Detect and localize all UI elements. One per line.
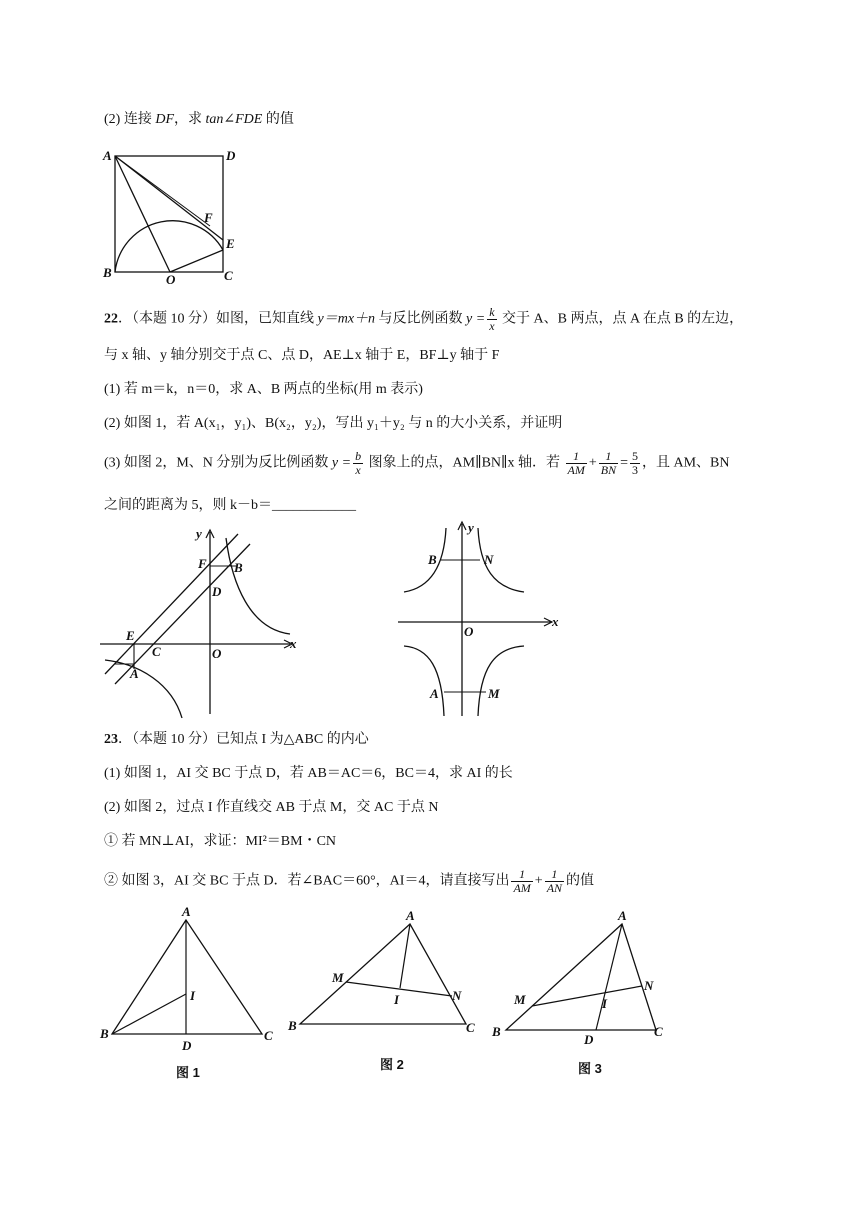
q23-sub1: ① 若 MN⊥AI，求证：MI²＝BM・CN [104,834,337,849]
fraction-1-over-AM: $\frac{1}{AM}$ [513,867,531,895]
q23-part1: (1) 如图 1，AI 交 BC 于点 D，若 AB＝AC＝6，BC＝4，求 AI 的长 [104,766,513,781]
q21-label-B: B [103,265,112,280]
fraction-b-over-x: $\frac{b}{x}$ [355,449,362,477]
q23f3-label-M: M [514,992,526,1007]
q21-figure [100,146,260,286]
q23-caption-2: 图 2 [380,1057,404,1072]
q22f2-label-O: O [464,624,474,639]
q22-stem-line1: 22．（本题 10 分）如图，已知直线 y＝mx＋n 与反比例函数 y = $\frac{k}{x}$ 交于 A、B 两点，点 A 在点 B 的左边， [104,305,744,333]
q22-figure-2 [394,518,564,718]
q22f1-label-O: O [212,646,222,661]
q21-label-O: O [166,272,176,287]
q23-caption-1: 图 1 [176,1065,200,1080]
q21-part2: (2) 连接 DF，求 tan∠FDE 的值 [104,112,294,127]
q23f2-label-M: M [332,970,344,985]
q22f1-label-F: F [198,556,207,571]
q23f2-label-A: A [406,908,415,923]
q23f2-label-C: C [466,1020,475,1035]
q23f1-label-A: A [182,904,191,919]
q23f3-label-C: C [654,1024,663,1039]
q22f1-label-B: B [234,560,243,575]
q22f2-label-M: M [488,686,500,701]
q21-label-D: D [226,148,236,163]
q21-label-C: C [224,268,233,283]
q23-part2: (2) 如图 2，过点 I 作直线交 AB 于点 M，交 AC 于点 N [104,800,439,815]
fraction-1-over-AM: $\frac{1}{AM}$ [567,449,585,477]
q22f1-label-E: E [126,628,135,643]
q22-part3-line2: 之间的距离为 5，则 k－b＝____________ [104,498,356,513]
q22f2-label-x: x [552,614,559,629]
q22f1-label-A: A [130,666,139,681]
q22-figure-1 [100,524,300,719]
q22f2-label-N: N [484,552,494,567]
q23f2-label-B: B [288,1018,297,1033]
q23f3-label-B: B [492,1024,501,1039]
q23f1-label-I: I [190,988,196,1003]
fraction-k-over-x: $\frac{k}{x}$ [489,305,495,333]
q23-sub2: ② 如图 3，AI 交 BC 于点 D．若∠BAC＝60°，AI＝4，请直接写出 $\frac{1}{AM}$ + $\frac{1}{AN}$ 的值 [104,867,595,895]
fraction-1-over-BN: $\frac{1}{BN}$ [600,449,617,477]
q21-label-E: E [226,236,235,251]
q23f1-label-C: C [264,1028,273,1043]
q22f2-label-B: B [428,552,437,567]
q22f1-label-y: y [196,526,202,541]
q22f2-label-A: A [430,686,439,701]
q21-label-A: A [103,148,112,163]
q23-caption-3: 图 3 [578,1061,602,1076]
q22-stem-line2: 与 x 轴、y 轴分别交于点 C、点 D，AE⊥x 轴于 E，BF⊥y 轴于 F [104,348,500,363]
q22-part2: (2) 如图 1，若 A(x₁，y₁)、B(x₂，y₂)，写出 y₁＋y₂ 与 n 的大小关系，并证明 [104,416,563,431]
q23f1-label-D: D [182,1038,192,1053]
q22f1-label-D: D [212,584,222,599]
q23f3-label-D: D [584,1032,594,1047]
q23f1-label-B: B [100,1026,109,1041]
fraction-5-over-3: $\frac{5}{3}$ [632,449,638,477]
q22f2-label-y: y [468,520,474,535]
q23f2-label-N: N [452,988,462,1003]
fraction-1-over-AN: $\frac{1}{AN}$ [546,867,563,895]
q23f3-label-N: N [644,978,654,993]
q22-part3: (3) 如图 2，M、N 分别为反比例函数 y = $\frac{b}{x}$ 图象上的点，AM∥BN∥x 轴．若 $\frac{1}{AM}$ + $\frac{1}{BN}$ = $\frac{5}{3}$ ，且 AM、BN [104,449,730,477]
q23f2-label-I: I [394,992,400,1007]
q23-figure-3 [492,910,672,1050]
q23-figure-2 [288,910,488,1040]
q23-stem: 23．（本题 10 分）已知点 I 为△ABC 的内心 [104,732,369,747]
q23f3-label-A: A [618,908,627,923]
q22f1-label-C: C [152,644,161,659]
q22-part1: (1) 若 m＝k，n＝0，求 A、B 两点的坐标(用 m 表示) [104,382,423,397]
q22f1-label-x: x [290,636,297,651]
q21-label-F: F [204,210,213,225]
q23f3-label-I: I [602,996,608,1011]
q23-figure-1 [100,906,280,1056]
